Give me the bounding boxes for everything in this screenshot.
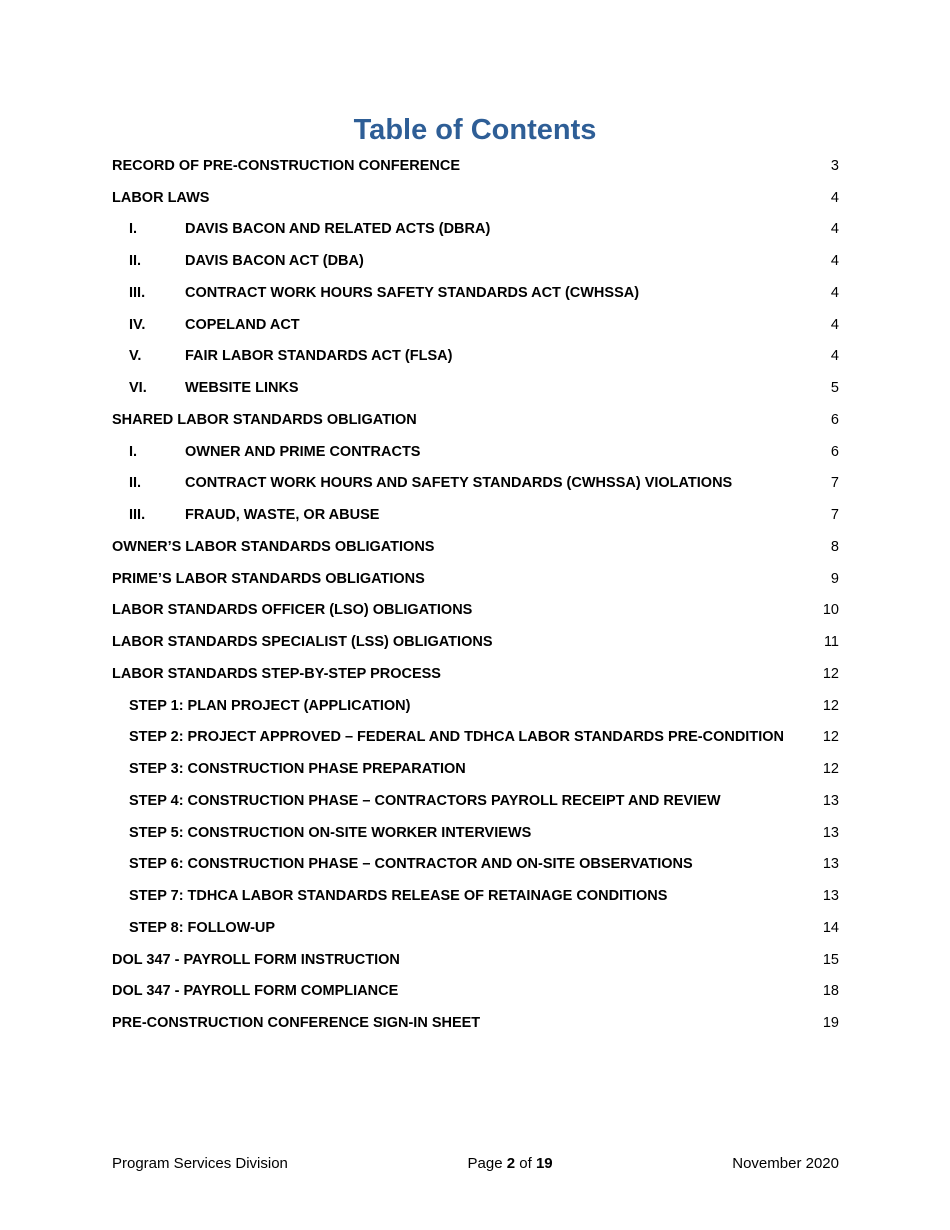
- toc-entry[interactable]: [112, 785, 839, 817]
- toc-entry-page: 10: [822, 602, 839, 619]
- toc-entry[interactable]: [112, 309, 839, 341]
- toc-entry-label: LABOR STANDARDS SPECIALIST (LSS) OBLIGATIONS: [112, 634, 493, 651]
- toc-entry[interactable]: [112, 722, 839, 754]
- toc-entry-number: I.: [129, 221, 138, 238]
- toc-entry[interactable]: [112, 150, 839, 182]
- toc-entry[interactable]: [112, 880, 839, 912]
- toc-entry[interactable]: [112, 214, 839, 246]
- toc-entry-page: 4: [830, 316, 839, 333]
- toc-entry-page: 14: [822, 919, 839, 936]
- toc-entry-number: V.: [129, 348, 142, 365]
- toc-entry-page: 12: [822, 697, 839, 714]
- toc-entry-label: DAVIS BACON ACT (DBA): [185, 253, 364, 270]
- toc-entry-page: 13: [822, 856, 839, 873]
- toc-entry-label: LABOR STANDARDS OFFICER (LSO) OBLIGATIONS: [112, 602, 473, 619]
- toc-entry-label: STEP 6: CONSTRUCTION PHASE – CONTRACTOR AND ON-SITE OBSERVATIONS: [129, 856, 693, 873]
- toc-entry[interactable]: [112, 912, 839, 944]
- toc-entry-label: PRE-CONSTRUCTION CONFERENCE SIGN-IN SHEET: [112, 1015, 481, 1032]
- toc-entry[interactable]: [112, 753, 839, 785]
- toc-entry-page: 7: [830, 507, 839, 524]
- toc-entry-page: 4: [830, 253, 839, 270]
- toc-entry-page: 4: [830, 189, 839, 206]
- toc-entry-page: 19: [822, 1015, 839, 1032]
- toc-entry-number: I.: [129, 443, 138, 460]
- toc-entry-label: LABOR LAWS: [112, 189, 210, 206]
- toc-entry-label: STEP 2: PROJECT APPROVED – FEDERAL AND TDHCA LABOR STANDARDS PRE-CONDITION: [129, 729, 784, 746]
- toc-entry-label: CONTRACT WORK HOURS AND SAFETY STANDARDS (CWHSSA) VIOLATIONS: [185, 475, 733, 492]
- toc-entry-page: 13: [822, 824, 839, 841]
- toc-entry-label: WEBSITE LINKS: [185, 380, 299, 397]
- toc-entry[interactable]: [112, 531, 839, 563]
- toc-entry-label: COPELAND ACT: [185, 316, 300, 333]
- footer-date: November 2020: [732, 1154, 839, 1172]
- toc-entry-page: 9: [830, 570, 839, 587]
- footer-division: Program Services Division: [112, 1154, 288, 1172]
- toc-entry-number: II.: [129, 253, 142, 270]
- toc-entry-page: 12: [822, 761, 839, 778]
- toc-entry[interactable]: [112, 849, 839, 881]
- toc-list: [112, 150, 839, 1039]
- toc-entry-label: CONTRACT WORK HOURS SAFETY STANDARDS ACT (CWHSSA): [185, 284, 640, 301]
- toc-entry-label: PRIME’S LABOR STANDARDS OBLIGATIONS: [112, 570, 425, 587]
- toc-entry-label: OWNER’S LABOR STANDARDS OBLIGATIONS: [112, 538, 435, 555]
- toc-entry-label: SHARED LABOR STANDARDS OBLIGATION: [112, 411, 417, 428]
- toc-entry[interactable]: [112, 182, 839, 214]
- toc-entry[interactable]: [112, 341, 839, 373]
- toc-entry-page: 13: [822, 792, 839, 809]
- toc-entry[interactable]: [112, 404, 839, 436]
- toc-entry-label: DAVIS BACON AND RELATED ACTS (DBRA): [185, 221, 491, 238]
- toc-entry-page: 5: [830, 380, 839, 397]
- toc-entry-label: FRAUD, WASTE, OR ABUSE: [185, 507, 380, 524]
- toc-entry-label: OWNER AND PRIME CONTRACTS: [185, 443, 421, 460]
- toc-entry-page: 12: [822, 729, 839, 746]
- toc-entry-page: 18: [822, 983, 839, 1000]
- toc-entry-label: STEP 4: CONSTRUCTION PHASE – CONTRACTORS PAYROLL RECEIPT AND REVIEW: [129, 792, 721, 809]
- toc-entry-number: IV.: [129, 316, 146, 333]
- toc-entry-page: 7: [830, 475, 839, 492]
- toc-entry-page: 11: [823, 634, 839, 651]
- footer-page-current: 2: [506, 1154, 516, 1172]
- toc-entry-number: II.: [129, 475, 142, 492]
- toc-entry-label: FAIR LABOR STANDARDS ACT (FLSA): [185, 348, 453, 365]
- toc-entry[interactable]: [112, 658, 839, 690]
- footer-page-number: [468, 1155, 553, 1172]
- footer-page-word: Page: [467, 1154, 503, 1172]
- toc-entry-page: 6: [830, 443, 839, 460]
- toc-entry-label: STEP 5: CONSTRUCTION ON-SITE WORKER INTERVIEWS: [129, 824, 532, 841]
- toc-entry[interactable]: [112, 277, 839, 309]
- footer-page-total: 19: [535, 1154, 553, 1172]
- toc-entry-page: 12: [822, 665, 839, 682]
- toc-entry-number: VI.: [129, 380, 147, 397]
- toc-entry-page: 4: [830, 221, 839, 238]
- toc-entry[interactable]: [112, 372, 839, 404]
- toc-entry-page: 13: [822, 888, 839, 905]
- toc-entry-label: STEP 3: CONSTRUCTION PHASE PREPARATION: [129, 761, 466, 778]
- toc-entry[interactable]: [112, 976, 839, 1008]
- toc-entry[interactable]: [112, 817, 839, 849]
- toc-entry[interactable]: [112, 468, 839, 500]
- toc-entry-label: DOL 347 - PAYROLL FORM COMPLIANCE: [112, 983, 399, 1000]
- toc-entry-number: III.: [129, 507, 146, 524]
- toc-entry[interactable]: [112, 436, 839, 468]
- toc-entry-label: DOL 347 - PAYROLL FORM INSTRUCTION: [112, 951, 400, 968]
- toc-entry-label: STEP 8: FOLLOW-UP: [129, 919, 276, 936]
- toc-entry-label: STEP 1: PLAN PROJECT (APPLICATION): [129, 697, 411, 714]
- toc-entry-page: 8: [830, 538, 839, 555]
- toc-entry[interactable]: [112, 690, 839, 722]
- toc-entry-page: 3: [830, 157, 839, 174]
- toc-entry-page: 4: [830, 284, 839, 301]
- toc-entry-label: STEP 7: TDHCA LABOR STANDARDS RELEASE OF RETAINAGE CONDITIONS: [129, 888, 668, 905]
- footer-page-of: of: [519, 1154, 532, 1172]
- toc-entry[interactable]: [112, 944, 839, 976]
- toc-entry-label: LABOR STANDARDS STEP-BY-STEP PROCESS: [112, 665, 441, 682]
- page-footer: [112, 1152, 839, 1174]
- toc-entry-page: 6: [830, 411, 839, 428]
- toc-entry-page: 4: [830, 348, 839, 365]
- toc-entry[interactable]: [112, 563, 839, 595]
- toc-entry[interactable]: [112, 595, 839, 627]
- toc-entry[interactable]: [112, 499, 839, 531]
- toc-entry[interactable]: [112, 626, 839, 658]
- toc-entry-page: 15: [822, 951, 839, 968]
- toc-entry-number: III.: [129, 284, 146, 301]
- toc-entry[interactable]: [112, 245, 839, 277]
- toc-entry[interactable]: [112, 1007, 839, 1039]
- toc-entry-label: RECORD OF PRE-CONSTRUCTION CONFERENCE: [112, 157, 461, 174]
- page-title: Table of Contents: [353, 114, 597, 146]
